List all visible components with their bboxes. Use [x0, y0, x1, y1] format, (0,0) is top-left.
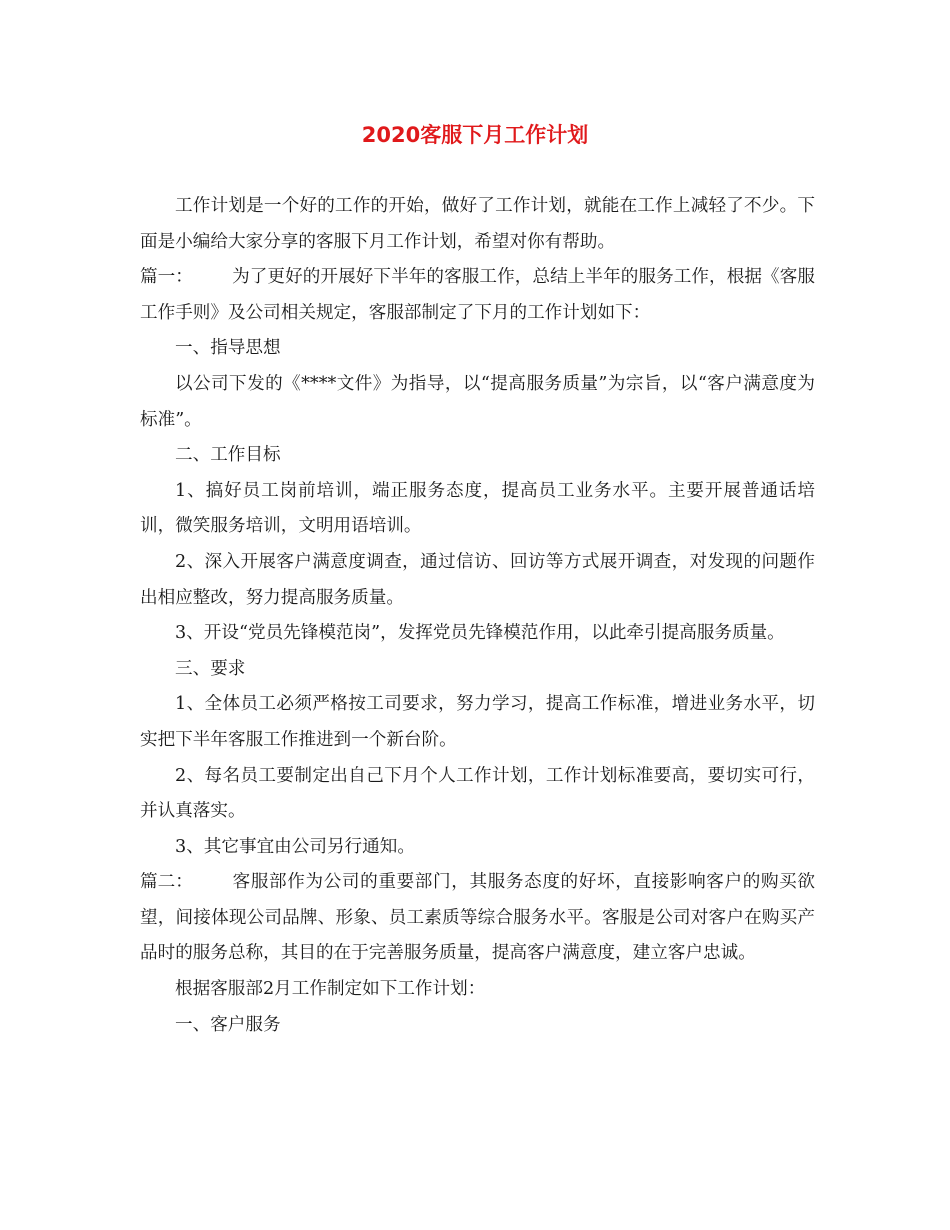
part-two-label: 篇二： — [140, 872, 193, 893]
part-one-text: 为了更好的开展好下半年的客服工作，总结上半年的服务工作，根据《客服工作手则》及公司相关规定，客服部制定了下月的工作计划如下： — [140, 267, 815, 323]
paragraph-plan-intro: 根据客服部2月工作制定如下工作计划： — [175, 979, 486, 1000]
heading-customer-service: 一、客户服务 — [175, 1014, 281, 1035]
paragraph-part-one — [140, 260, 815, 331]
paragraph-part-two — [140, 865, 815, 972]
requirement-item-1: 1、全体员工必须严格按工司要求，努力学习，提高工作标准，增进业务水平，切实把下半年客服工作推进到一个新台阶。 — [140, 694, 815, 750]
goal-item-3: 3、开设“党员先锋模范岗”，发挥党员先锋模范作用，以此牵引提高服务质量。 — [175, 623, 785, 644]
requirement-item-2: 2、每名员工要制定出自己下月个人工作计划，工作计划标准要高，要切实可行，并认真落实。 — [140, 765, 815, 822]
goal-item-1: 1、搞好员工岗前培训，端正服务态度，提高员工业务水平。主要开展普通话培训，微笑服务培训，文明用语培训。 — [140, 480, 815, 537]
paragraph-guiding-ideology: 以公司下发的《****文件》为指导，以“提高服务质量”为宗旨，以“客户满意度为标准”。 — [140, 373, 815, 430]
heading-work-goals: 二、工作目标 — [175, 445, 281, 466]
paragraph-intro: 工作计划是一个好的工作的开始，做好了工作计划，就能在工作上减轻了不少。下面是小编给大家分享的客服下月工作计划，希望对你有帮助。 — [140, 196, 815, 252]
heading-requirements: 三、要求 — [175, 658, 246, 679]
goal-item-2: 2、深入开展客户满意度调查，通过信访、回访等方式展开调查，对发现的问题作出相应整改，努力提高服务质量。 — [140, 551, 815, 608]
requirement-item-3: 3、其它事宜由公司另行通知。 — [175, 836, 415, 857]
part-two-text: 客服部作为公司的重要部门，其服务态度的好坏，直接影响客户的购买欲望，间接体现公司品牌、形象、员工素质等综合服务水平。客服是公司对客户在购买产品时的服务总称，其目的在于完善服务质量，提高客户满意度，建立客户忠诚。 — [140, 872, 815, 964]
document-body — [140, 189, 815, 1043]
document-title: 2020客服下月工作计划 — [361, 123, 589, 147]
part-one-label: 篇一： — [140, 267, 193, 288]
heading-guiding-ideology: 一、指导思想 — [175, 338, 281, 359]
